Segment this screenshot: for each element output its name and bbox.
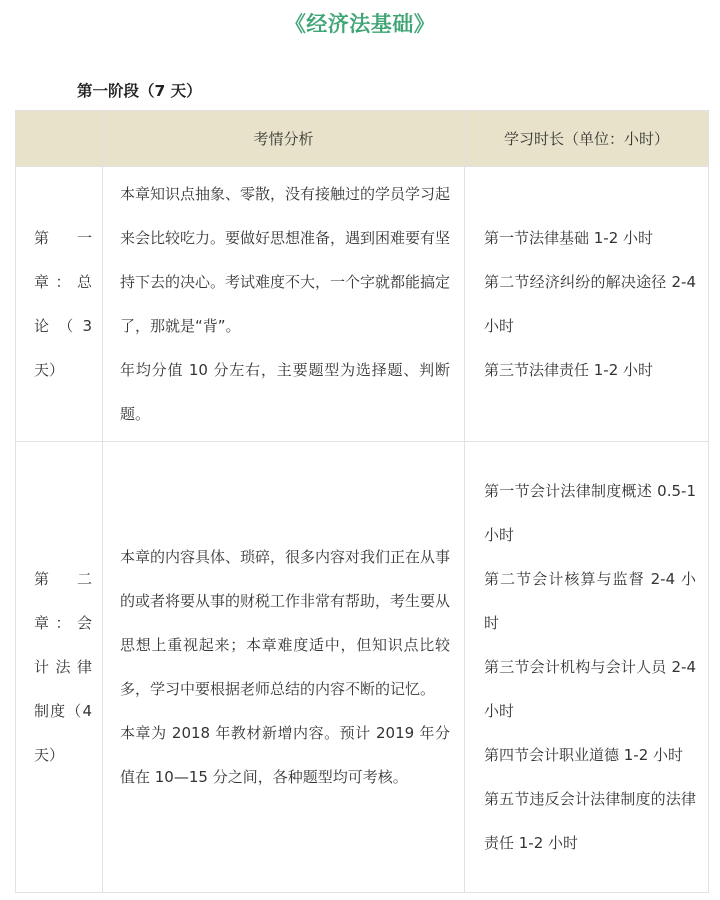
analysis-paragraph: 本章的内容具体、琐碎，很多内容对我们正在从事的或者将要从事的财税工作非常有帮助，考生要从思想上重视起来；本章难度适中，但知识点比较多，学习中要根据老师总结的内容不断的记忆。 bbox=[120, 548, 451, 698]
section-item: 第三节会计机构与会计人员 2-4 小时 bbox=[484, 658, 696, 720]
analysis-cell bbox=[103, 442, 465, 893]
analysis-paragraph: 年均分值 10 分左右，主要题型为选择题、判断题。 bbox=[120, 361, 450, 423]
analysis-paragraph: 本章知识点抽象、零散，没有接触过的学员学习起来会比较吃力。要做好思想准备，遇到困难要有坚持下去的决心。考试难度不大，一个字就都能搞定了，那就是“背”。 bbox=[120, 185, 451, 335]
study-time-cell bbox=[465, 167, 709, 442]
section-item: 第一节会计法律制度概述 0.5-1 小时 bbox=[484, 482, 696, 544]
analysis-paragraph: 本章为 2018 年教材新增内容。预计 2019 年分值在 10—15 分之间，各种题型均可考核。 bbox=[120, 724, 450, 786]
section-item: 第五节违反会计法律制度的法律责任 1-2 小时 bbox=[484, 790, 696, 852]
analysis-cell bbox=[103, 167, 465, 442]
header-chapter bbox=[16, 111, 103, 167]
section-item: 第二节经济纠纷的解决途径 2-4 小时 bbox=[484, 273, 696, 335]
document-title: 《经济法基础》 bbox=[284, 12, 436, 36]
study-time-cell bbox=[465, 442, 709, 893]
table-header-row bbox=[16, 111, 709, 167]
section-item: 第一节法律基础 1-2 小时 bbox=[484, 229, 654, 247]
table-row-chapter-2 bbox=[16, 442, 709, 893]
table-row-chapter-1 bbox=[16, 167, 709, 442]
section-item: 第二节会计核算与监督 2-4 小时 bbox=[484, 570, 696, 632]
section-item: 第三节法律责任 1-2 小时 bbox=[484, 361, 654, 379]
header-analysis: 考情分析 bbox=[103, 111, 465, 167]
section-item: 第四节会计职业道德 1-2 小时 bbox=[484, 746, 684, 764]
stage-heading: 第一阶段（7 天） bbox=[77, 82, 202, 100]
study-plan-table bbox=[15, 110, 709, 893]
chapter-cell: 第一章：总论（3 天） bbox=[16, 167, 103, 442]
chapter-cell: 第二章：会计法律制度（4 天） bbox=[16, 442, 103, 893]
header-study-time: 学习时长（单位：小时） bbox=[465, 111, 709, 167]
